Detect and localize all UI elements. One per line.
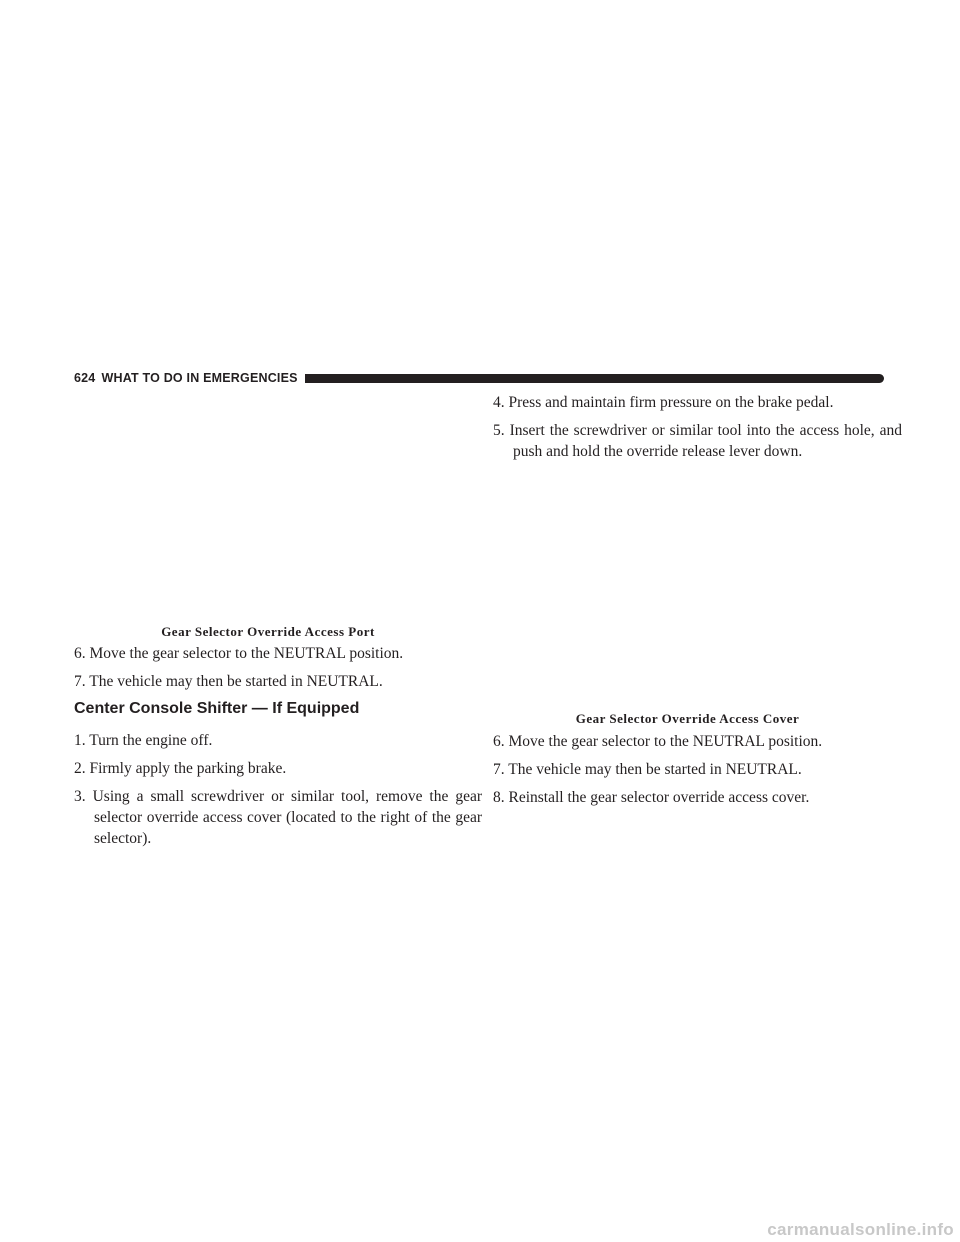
figure-caption-access-port: Gear Selector Override Access Port [161,624,375,639]
section-subheading: Center Console Shifter — If Equipped [74,700,360,717]
step-right-7: 7. The vehicle may then be started in NEUTRAL. [493,761,802,778]
page-number: 624 [74,371,96,385]
step-left-7: 7. The vehicle may then be started in NEUTRAL. [74,673,383,690]
step-right-8: 8. Reinstall the gear selector override access cover. [493,789,810,806]
step-left-3: 3. Using a small screwdriver or similar tool, remove the gear selector override access cover (located to the right of the gear selector). [74,788,482,847]
figure-caption-access-cover: Gear Selector Override Access Cover [575,711,800,726]
step-left-1: 1. Turn the engine off. [74,732,213,749]
section-title: WHAT TO DO IN EMERGENCIES [101,371,298,385]
header-text [74,371,298,385]
page-header [74,370,884,386]
header-rule [305,374,884,383]
step-right-5: 5. Insert the screwdriver or similar tool into the access hole, and push and hold the override release lever down. [493,422,902,460]
step-left-6: 6. Move the gear selector to the NEUTRAL position. [74,645,404,662]
step-right-6: 6. Move the gear selector to the NEUTRAL position. [493,733,823,750]
figure-access-cover [493,486,882,706]
watermark: carmanualsonline.info [767,1220,954,1239]
step-left-2: 2. Firmly apply the parking brake. [74,760,287,777]
figure-access-port [74,400,462,616]
step-right-4: 4. Press and maintain firm pressure on the brake pedal. [493,394,834,411]
